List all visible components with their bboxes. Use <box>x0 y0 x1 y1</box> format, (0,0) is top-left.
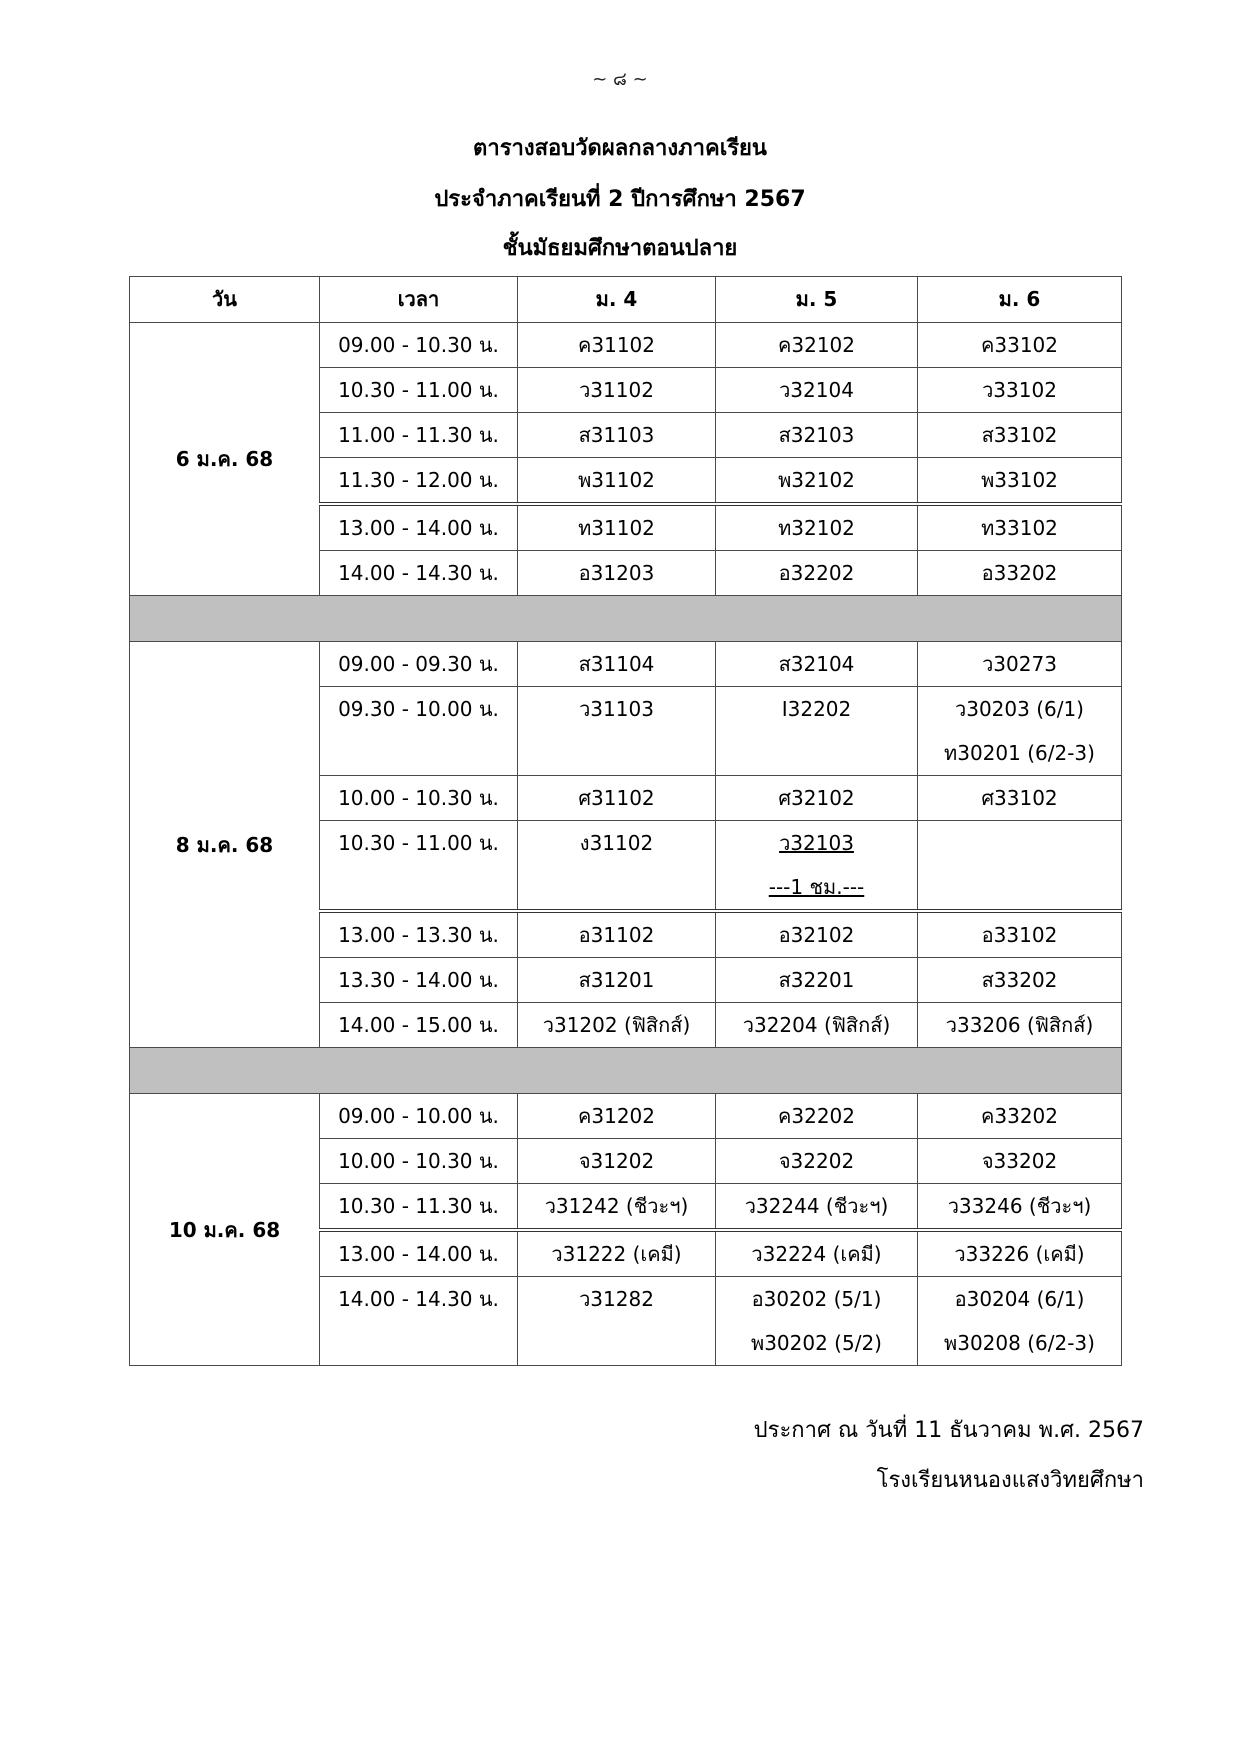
m5-cell: ส32104 <box>716 642 918 687</box>
time-cell: 13.00 - 14.00 น. <box>320 504 518 551</box>
m6-cell <box>918 821 1122 912</box>
m5-cell <box>716 821 918 912</box>
header-m4: ม. 4 <box>518 277 716 323</box>
time-cell: 10.30 - 11.00 น. <box>320 821 518 912</box>
m4-cell: ส31103 <box>518 413 716 458</box>
m5-line: อ30202 (5/1) <box>751 1287 882 1311</box>
m4-cell: อ31203 <box>518 551 716 596</box>
time-cell: 11.30 - 12.00 น. <box>320 458 518 505</box>
m4-cell: ค31202 <box>518 1094 716 1139</box>
time-cell: 14.00 - 14.30 น. <box>320 551 518 596</box>
m5-cell: I32202 <box>716 687 918 776</box>
m6-cell: ว33226 (เคมี) <box>918 1230 1122 1277</box>
m6-cell: ค33202 <box>918 1094 1122 1139</box>
school-name: โรงเรียนหนองแสงวิทยศึกษา <box>876 1468 1144 1493</box>
page-number: ~ ๘ ~ <box>592 69 648 90</box>
m4-cell: ศ31102 <box>518 776 716 821</box>
m5-cell: ท32102 <box>716 504 918 551</box>
m4-cell: ว31222 (เคมี) <box>518 1230 716 1277</box>
time-cell: 13.30 - 14.00 น. <box>320 958 518 1003</box>
m4-cell: ค31102 <box>518 323 716 368</box>
m4-cell: ส31201 <box>518 958 716 1003</box>
time-cell: 13.00 - 14.00 น. <box>320 1230 518 1277</box>
time-cell: 13.00 - 13.30 น. <box>320 911 518 958</box>
level-subtitle: ชั้นมัธยมศึกษาตอนปลาย <box>502 236 738 261</box>
m5-cell: ค32202 <box>716 1094 918 1139</box>
time-cell: 10.00 - 10.30 น. <box>320 1139 518 1184</box>
header-day: วัน <box>130 277 320 323</box>
separator-cell <box>130 596 1122 642</box>
m5-line: ว32103 <box>779 831 854 855</box>
time-cell: 09.30 - 10.00 น. <box>320 687 518 776</box>
header-row <box>130 277 1122 323</box>
m6-cell: ว33102 <box>918 368 1122 413</box>
m6-line: ท30201 (6/2-3) <box>944 741 1095 765</box>
m5-cell: ศ32102 <box>716 776 918 821</box>
time-cell: 10.30 - 11.30 น. <box>320 1184 518 1231</box>
m5-cell: ว32244 (ชีวะฯ) <box>716 1184 918 1231</box>
m4-cell: ว31282 <box>518 1277 716 1366</box>
m4-cell: ส31104 <box>518 642 716 687</box>
day-cell: 6 ม.ค. 68 <box>130 323 320 596</box>
m5-cell <box>716 1277 918 1366</box>
m5-cell: อ32102 <box>716 911 918 958</box>
header-time: เวลา <box>320 277 518 323</box>
m5-cell: ว32204 (ฟิสิกส์) <box>716 1003 918 1048</box>
m6-cell: ค33102 <box>918 323 1122 368</box>
time-cell: 09.00 - 10.30 น. <box>320 323 518 368</box>
m5-cell: จ32202 <box>716 1139 918 1184</box>
m6-cell: จ33202 <box>918 1139 1122 1184</box>
m6-cell: ว30273 <box>918 642 1122 687</box>
time-cell: 10.30 - 11.00 น. <box>320 368 518 413</box>
m5-cell: พ32102 <box>716 458 918 505</box>
time-cell: 09.00 - 09.30 น. <box>320 642 518 687</box>
time-cell: 14.00 - 15.00 น. <box>320 1003 518 1048</box>
m6-cell <box>918 687 1122 776</box>
m4-cell: ท31102 <box>518 504 716 551</box>
header-m6: ม. 6 <box>918 277 1122 323</box>
m6-cell: พ33102 <box>918 458 1122 505</box>
page-title: ตารางสอบวัดผลกลางภาคเรียน <box>473 136 767 161</box>
day-separator <box>130 1048 1122 1094</box>
m4-cell: ว31242 (ชีวะฯ) <box>518 1184 716 1231</box>
m6-cell: ว33246 (ชีวะฯ) <box>918 1184 1122 1231</box>
time-cell: 11.00 - 11.30 น. <box>320 413 518 458</box>
table-row <box>130 323 1122 368</box>
m5-cell: อ32202 <box>716 551 918 596</box>
time-cell: 09.00 - 10.00 น. <box>320 1094 518 1139</box>
semester-subtitle: ประจำภาคเรียนที่ 2 ปีการศึกษา 2567 <box>434 187 806 212</box>
m6-cell: ส33102 <box>918 413 1122 458</box>
m5-cell: ค32102 <box>716 323 918 368</box>
day-separator <box>130 596 1122 642</box>
time-cell: 14.00 - 14.30 น. <box>320 1277 518 1366</box>
m4-cell: จ31202 <box>518 1139 716 1184</box>
m4-cell: ว31103 <box>518 687 716 776</box>
table-row <box>130 642 1122 687</box>
m6-cell: อ33202 <box>918 551 1122 596</box>
m5-cell: ส32201 <box>716 958 918 1003</box>
day-cell: 8 ม.ค. 68 <box>130 642 320 1048</box>
m4-cell: ว31102 <box>518 368 716 413</box>
m6-line: ว30203 (6/1) <box>954 697 1084 721</box>
m4-cell: พ31102 <box>518 458 716 505</box>
m5-cell: ว32104 <box>716 368 918 413</box>
m5-cell: ว32224 (เคมี) <box>716 1230 918 1277</box>
m6-cell: อ33102 <box>918 911 1122 958</box>
m5-line: พ30202 (5/2) <box>751 1331 882 1355</box>
m6-cell: ส33202 <box>918 958 1122 1003</box>
m6-cell: ท33102 <box>918 504 1122 551</box>
exam-schedule-table <box>129 276 1122 1366</box>
m5-duration-note: ---1 ชม.--- <box>768 875 865 899</box>
m6-line: อ30204 (6/1) <box>954 1287 1085 1311</box>
announcement-date: ประกาศ ณ วันที่ 11 ธันวาคม พ.ศ. 2567 <box>753 1418 1144 1443</box>
m6-cell: ศ33102 <box>918 776 1122 821</box>
m6-cell <box>918 1277 1122 1366</box>
separator-cell <box>130 1048 1122 1094</box>
header-m5: ม. 5 <box>716 277 918 323</box>
table-row <box>130 1094 1122 1139</box>
m5-cell: ส32103 <box>716 413 918 458</box>
m6-line: พ30208 (6/2-3) <box>944 1331 1095 1355</box>
m6-cell: ว33206 (ฟิสิกส์) <box>918 1003 1122 1048</box>
time-cell: 10.00 - 10.30 น. <box>320 776 518 821</box>
m4-cell: ง31102 <box>518 821 716 912</box>
m4-cell: ว31202 (ฟิสิกส์) <box>518 1003 716 1048</box>
day-cell: 10 ม.ค. 68 <box>130 1094 320 1366</box>
m4-cell: อ31102 <box>518 911 716 958</box>
